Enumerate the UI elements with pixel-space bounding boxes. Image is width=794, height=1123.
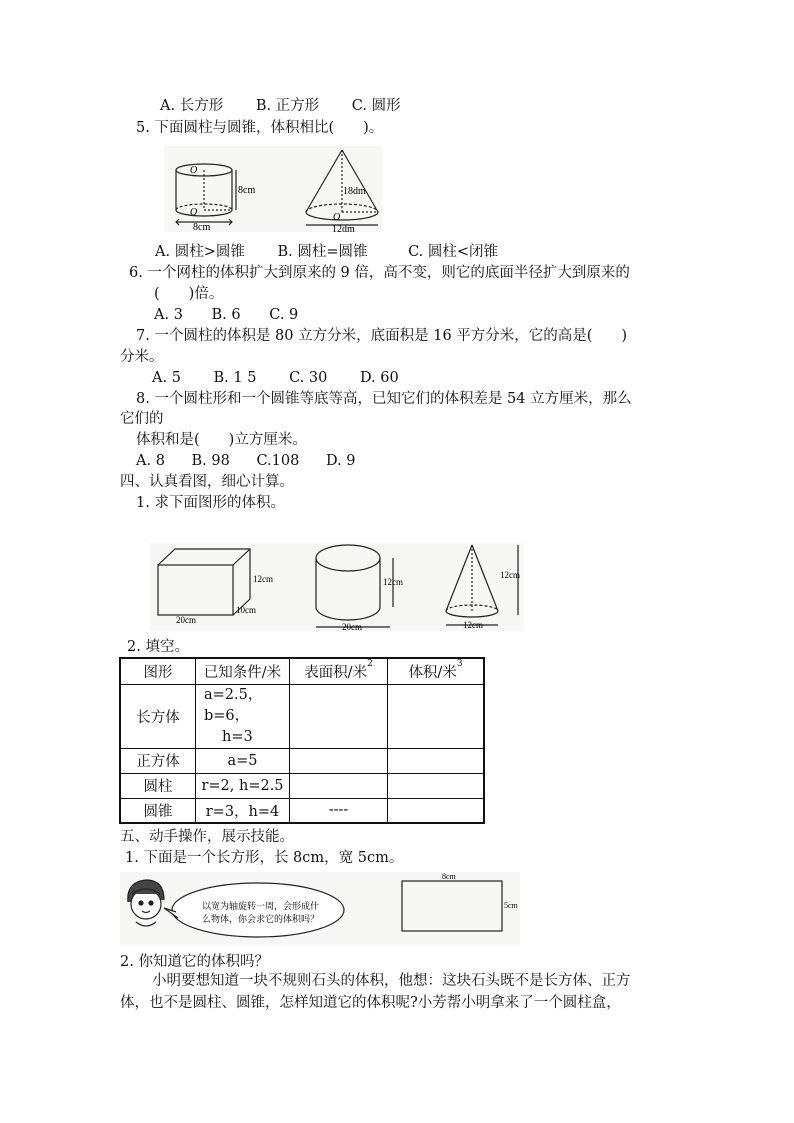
section4-q2: 2. 填空。 — [127, 639, 189, 655]
th-volume: 体积/米$^3$ — [388, 658, 485, 684]
rectangle-figure — [120, 872, 520, 946]
table-row — [120, 773, 484, 798]
q6-option-a: A. 3 — [154, 307, 183, 323]
q8-option-b: B. 98 — [191, 453, 230, 469]
q6-line1: 6. 一个网柱的体积扩大到原来的 9 倍，高不变，则它的底面半径扩大到原来的 — [129, 265, 630, 281]
cyl-bottom-label: O — [190, 207, 198, 218]
q4-option-b: B. 正方形 — [255, 98, 320, 114]
q7-option-a: A. 5 — [152, 370, 181, 386]
fill-table — [119, 657, 485, 824]
q4-option-c: C. 圆形 — [351, 98, 401, 114]
q7-line1: 7. 一个圆柱的体积是 80 立方分米，底面积是 16 平方分米，它的高是( ) — [136, 328, 628, 344]
cartoon-kid-icon — [128, 880, 164, 926]
cell-volume[interactable] — [388, 684, 485, 748]
cell-shape: 正方体 — [120, 748, 196, 773]
q5-options — [155, 243, 498, 261]
q8-line3: 体积和是( )立方厘米。 — [136, 432, 307, 448]
cone2-height-label: 12cm — [500, 570, 520, 580]
cone2-drawing — [446, 545, 518, 625]
table-row — [120, 684, 484, 748]
cell-shape: 长方体 — [120, 684, 196, 748]
cell-area[interactable] — [290, 684, 388, 748]
rect-length-label: 8cm — [442, 872, 456, 881]
cyl-height-label: 8cm — [238, 185, 256, 196]
q8-options — [136, 452, 356, 470]
q8-line2: 它们的 — [120, 411, 164, 427]
box-height-label: 12cm — [253, 574, 273, 584]
q5-figure — [164, 146, 382, 232]
q7-line2: 分米。 — [120, 349, 164, 365]
cone-drawing — [306, 150, 378, 225]
q4-options — [160, 97, 401, 115]
q6-option-b: B. 6 — [211, 307, 241, 323]
q-last-title: 2. 你知道它的体积吗？ — [120, 954, 269, 970]
solids-figure — [150, 543, 524, 631]
q5-option-c: C. 圆柱<闭锥 — [408, 244, 499, 260]
section4-q1: 1. 求下面图形的体积。 — [136, 495, 285, 511]
cell-volume[interactable] — [388, 798, 485, 823]
cell-shape: 圆锥 — [120, 798, 196, 823]
cell-condition: a=2.5，b=6， h=3 — [196, 684, 290, 748]
cyl2-height-label: 12cm — [383, 577, 403, 587]
cell-area: ---- — [290, 798, 388, 823]
cell-volume[interactable] — [388, 748, 485, 773]
section5-q1: 1. 下面是一个长方形，长 8cm，宽 5cm。 — [125, 850, 404, 866]
q8-line1: 8. 一个圆柱形和一个圆锥等底等高，已知它们的体积差是 54 立方厘米，那么 — [136, 391, 632, 407]
q6-options — [154, 306, 298, 324]
box-length-label: 20cm — [176, 615, 196, 625]
box-width-label: 10cm — [236, 605, 256, 615]
bubble-text-line2: 么物体，你会求它的体积吗？ — [202, 914, 320, 924]
cone-center-label: O — [333, 212, 341, 223]
q7-option-b: B. 1 5 — [213, 370, 257, 386]
rectangle-drawing — [402, 881, 502, 931]
q7-option-d: D. 60 — [359, 370, 399, 386]
q8-option-c: C.108 — [256, 453, 300, 469]
cell-condition: r=2, h=2.5 — [196, 773, 290, 798]
cyl-top-label: O — [190, 165, 198, 176]
th-area: 表面积/米$^2$ — [290, 658, 388, 684]
th-condition: 已知条件/米 — [196, 658, 290, 684]
th-shape: 图形 — [120, 658, 196, 684]
bubble-text-line1: 以宽为轴旋转一周，会形成什 — [202, 901, 320, 911]
cylinder-drawing — [176, 164, 236, 225]
cell-shape: 圆柱 — [120, 773, 196, 798]
rect-width-label: 5cm — [504, 901, 518, 910]
table-row — [120, 798, 484, 823]
table-header-row — [120, 658, 484, 684]
table-row — [120, 748, 484, 773]
cell-volume[interactable] — [388, 773, 485, 798]
q-last-line1: 小明要想知道一块不规则石头的体积，他想：这块石头既不是长方体、正方 — [152, 973, 631, 989]
q5-option-b: B. 圆柱=圆锥 — [277, 244, 368, 260]
cone-height-label: 18dm — [343, 186, 366, 197]
q7-option-c: C. 30 — [289, 370, 328, 386]
cell-area[interactable] — [290, 748, 388, 773]
q6-option-c: C. 9 — [269, 307, 299, 323]
cell-condition: r=3，h=4 — [196, 798, 290, 823]
cell-area[interactable] — [290, 773, 388, 798]
q5-stem: 5. 下面圆柱与圆锥，体积相比( )。 — [136, 120, 384, 136]
section4-title: 四、认真看图，细心计算。 — [120, 474, 294, 490]
q-last-line2: 体，也不是圆柱、圆锥，怎样知道它的体积呢?小芳帮小明拿来了一个圆柱盒， — [120, 995, 621, 1011]
cyl-width-label: 8cm — [193, 222, 211, 232]
section5-title: 五、动手操作，展示技能。 — [120, 829, 294, 845]
q7-options — [152, 369, 399, 387]
cell-condition: a=5 — [196, 748, 290, 773]
q8-option-a: A. 8 — [136, 453, 165, 469]
q8-option-d: D. 9 — [325, 453, 356, 469]
cylinder2-drawing — [316, 545, 393, 627]
cone2-width-label: 12cm — [463, 620, 483, 630]
cone-width-label: 12dm — [332, 224, 355, 232]
q5-option-a: A. 圆柱>圆锥 — [155, 244, 245, 260]
cyl2-width-label: 20cm — [342, 622, 362, 631]
q6-line2: ( )倍。 — [154, 286, 224, 302]
q4-option-a: A. 长方形 — [160, 98, 224, 114]
